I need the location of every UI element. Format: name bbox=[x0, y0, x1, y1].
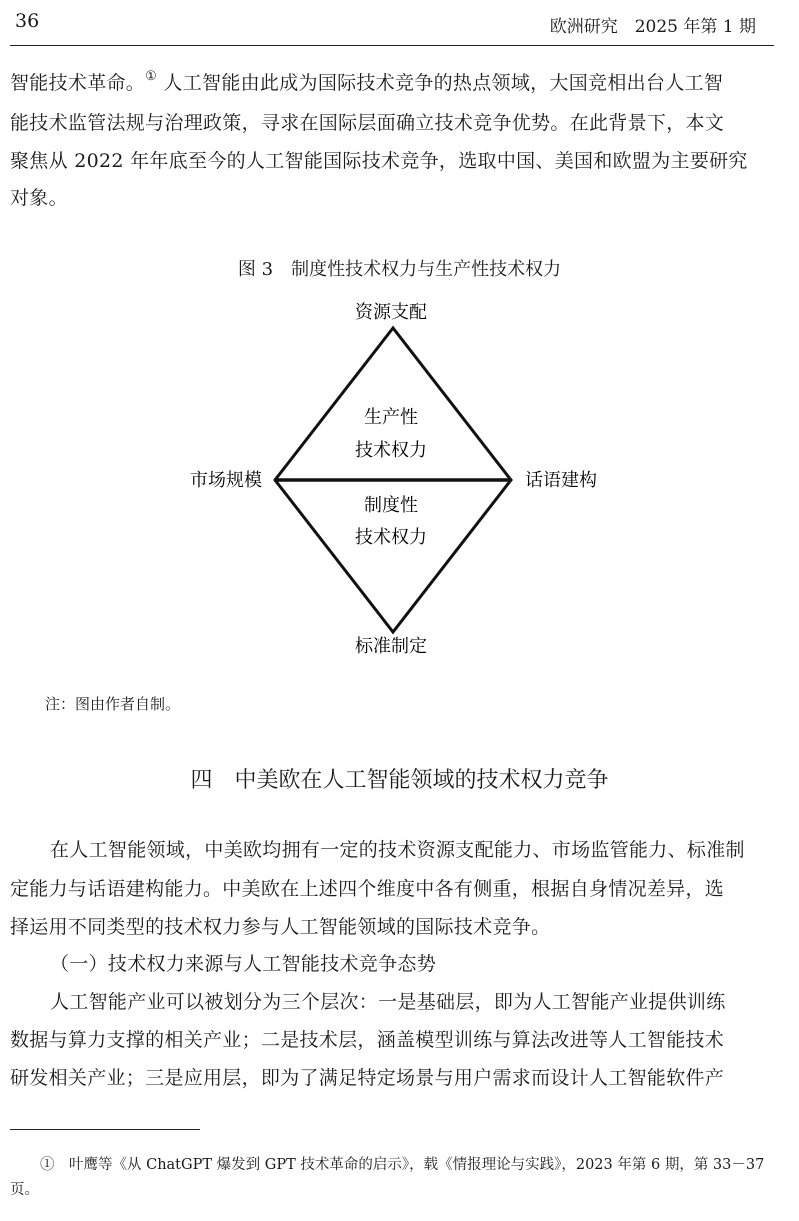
footnote-rule bbox=[10, 1129, 200, 1130]
label-standard-setting: 标准制定 bbox=[355, 636, 427, 657]
subheading: （一）技术权力来源与人工智能技术竞争态势 bbox=[50, 953, 437, 975]
para2-line-3: 研发相关产业；三是应用层，即为了满足特定场景与用户需求而设计人工智能软件产 bbox=[10, 1067, 725, 1089]
footnote-line-2: 页。 bbox=[10, 1182, 39, 1198]
running-head: 欧洲研究 2025 年第 1 期 bbox=[549, 17, 756, 37]
figure-note: 注：图由作者自制。 bbox=[45, 695, 181, 713]
body-line-3: 聚焦从 2022 年年底至今的人工智能国际技术竞争，选取中国、美国和欧盟为主要研究 bbox=[10, 150, 748, 172]
body-line-1-cont: 人工智能由此成为国际技术竞争的热点领域，大国竞相出台人工智 bbox=[163, 72, 724, 94]
para2-line-1: 人工智能产业可以被划分为三个层次：一是基础层，即为人工智能产业提供训练 bbox=[50, 991, 726, 1013]
label-productive-2: 技术权力 bbox=[355, 440, 427, 461]
footnote-line-1: ① 叶鹰等《从 ChatGPT 爆发到 GPT 技术革命的启示》，载《情报理论与实践》，2023 年第 6 期，第 33－37 bbox=[40, 1157, 765, 1173]
body-line-1-text: 智能技术革命。 bbox=[10, 72, 146, 94]
body-line-1 bbox=[10, 68, 723, 95]
section-heading: 四 中美欧在人工智能领域的技术权力竞争 bbox=[190, 768, 609, 793]
footnote-reference[interactable]: ① bbox=[145, 68, 158, 84]
body-line-4: 对象。 bbox=[10, 187, 68, 209]
label-market-scale: 市场规模 bbox=[190, 470, 262, 491]
label-productive-1: 生产性 bbox=[364, 407, 418, 428]
label-institutional-1: 制度性 bbox=[364, 495, 418, 516]
page-number: 36 bbox=[15, 10, 40, 32]
power-diagram bbox=[0, 290, 799, 670]
para2-line-2: 数据与算力支撑的相关产业；二是技术层，涵盖模型训练与算法改进等人工智能技术 bbox=[10, 1029, 725, 1051]
figure-title: 图 3 制度性技术权力与生产性技术权力 bbox=[237, 259, 562, 280]
para1-line-1: 在人工智能领域，中美欧均拥有一定的技术资源支配能力、市场监管能力、标准制 bbox=[50, 839, 745, 861]
label-institutional-2: 技术权力 bbox=[355, 527, 427, 548]
label-resource-control: 资源支配 bbox=[355, 302, 427, 323]
para1-line-3: 择运用不同类型的技术权力参与人工智能领域的国际技术竞争。 bbox=[10, 916, 551, 938]
label-discourse-construction: 话语建构 bbox=[525, 470, 597, 491]
header-rule bbox=[10, 45, 774, 46]
body-line-2: 能技术监管法规与治理政策，寻求在国际层面确立技术竞争优势。在此背景下，本文 bbox=[10, 112, 725, 134]
para1-line-2: 定能力与话语建构能力。中美欧在上述四个维度中各有侧重，根据自身情况差异，选 bbox=[10, 878, 725, 900]
